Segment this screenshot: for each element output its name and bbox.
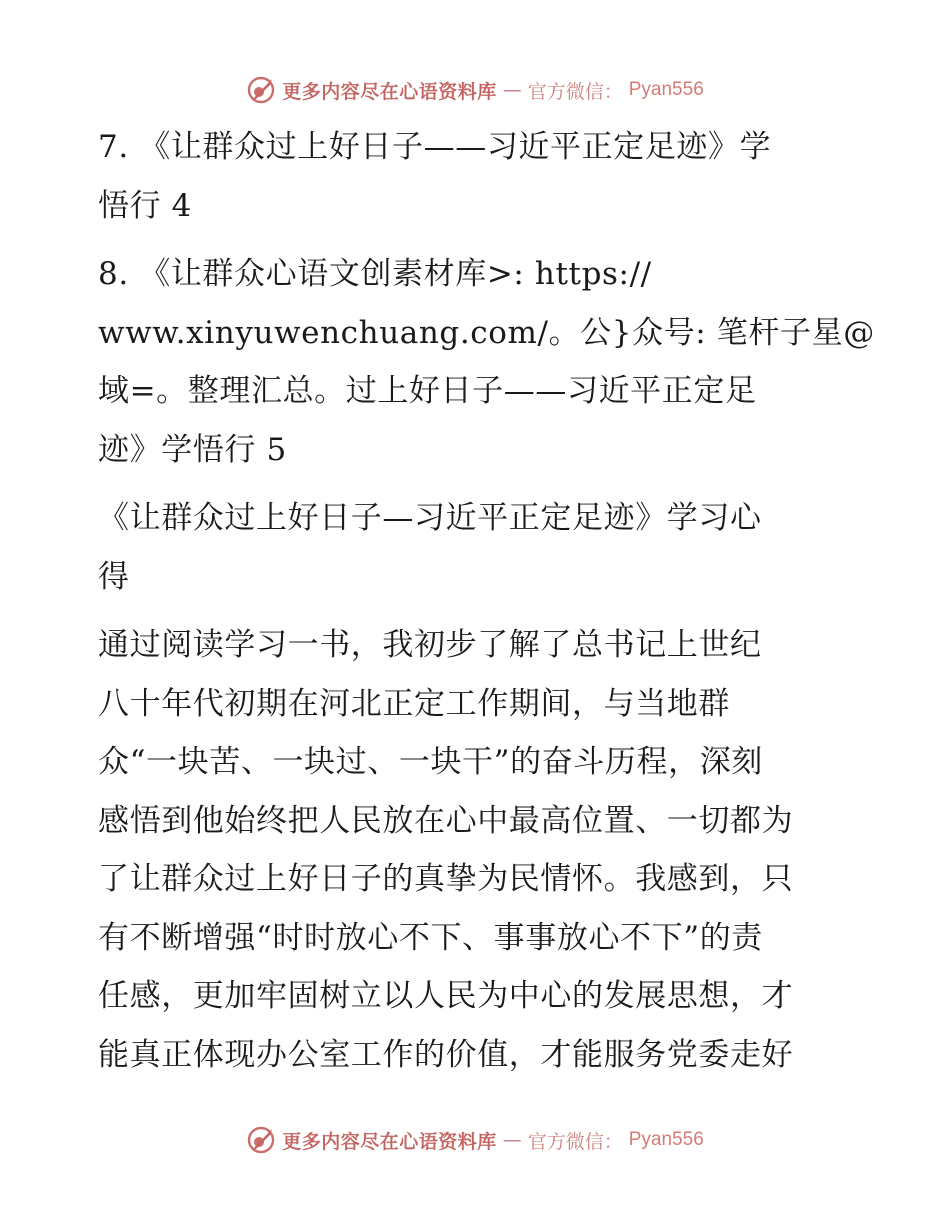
watermark-wechat-id: Pyan556 [628,79,704,100]
text-line: 能真正体现办公室工作的价值，才能服务党委走好 [98,1036,794,1073]
body-paragraph [98,616,858,1084]
paragraph-item-8 [98,245,875,479]
text-line: 悟行 4 [98,187,192,224]
text-line: 7. 《让群众过上好日子——习近平正定足迹》学 [98,129,772,165]
header-watermark [0,70,950,110]
paragraph-item-7 [98,118,858,235]
text-line: 有不断增强“时时放心不下、事事放心不下”的责 [98,919,763,956]
document-body [98,118,875,1094]
text-line: 域=。整理汇总。过上好日子——习近平正定足 [98,373,757,409]
quill-circle-logo-icon [246,1125,276,1155]
watermark-separator: — [502,79,522,101]
text-line: 迹》学悟行 5 [98,431,287,468]
watermark-wechat-id: Pyan556 [628,1129,704,1150]
watermark-label: 官方微信： [527,1130,623,1153]
watermark-brand: 更多内容尽在心语资料库 [282,80,497,103]
text-line: 《让群众过上好日子—习近平正定足迹》学习心 [98,500,762,536]
section-heading [98,489,858,606]
watermark-label: 官方微信： [527,80,623,103]
watermark-separator: — [502,1129,522,1151]
footer-watermark [0,1120,950,1160]
text-line: 了让群众过上好日子的真挚为民情怀。我感到，只 [98,861,794,897]
text-line: 任感，更加牢固树立以人民为中心的发展思想，才 [98,978,794,1014]
text-line: 八十年代初期在河北正定工作期间，与当地群 [98,685,730,722]
text-line: www.xinyuwenchuang.com/。公}众号: 笔杆子星@ [98,314,875,351]
text-line: 众“一块苦、一块过、一块干”的奋斗历程，深刻 [98,744,763,780]
text-line: 8. 《让群众心语文创素材库>: https:// [98,256,652,292]
watermark-brand: 更多内容尽在心语资料库 [282,1130,497,1153]
text-line: 得 [98,558,130,595]
text-line: 感悟到他始终把人民放在心中最高位置、一切都为 [98,802,794,839]
text-line: 通过阅读学习一书，我初步了解了总书记上世纪 [98,627,762,663]
quill-circle-logo-icon [246,75,276,105]
